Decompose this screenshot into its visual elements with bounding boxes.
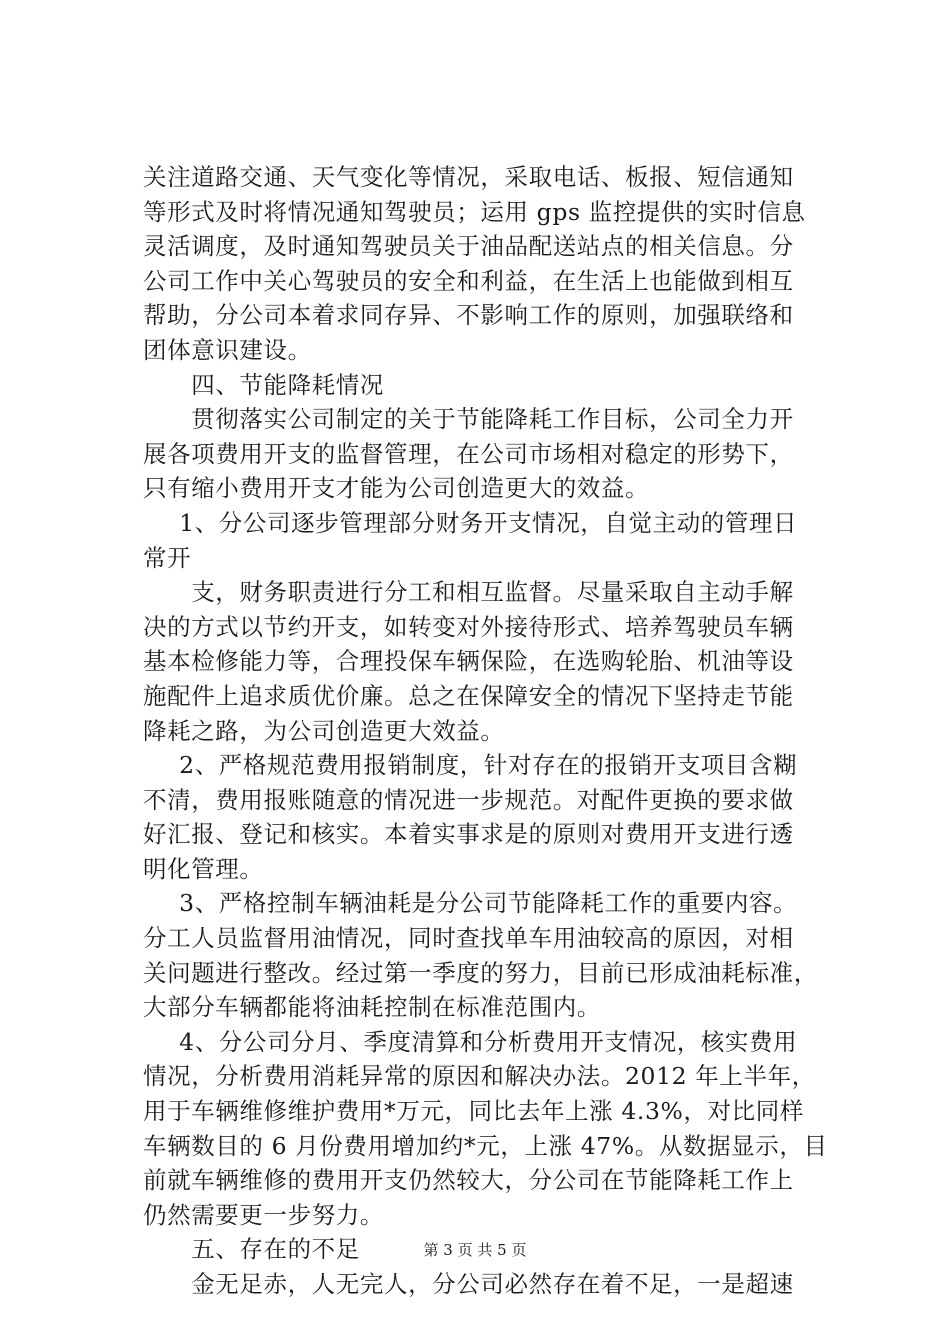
text-line: 关问题进行整改。经过第一季度的努力，目前已形成油耗标准， [143,958,818,987]
text-line: 车辆数目的 6 月份费用增加约*元，上涨 47%。从数据显示，目 [143,1131,828,1160]
text-line: 4、分公司分月、季度清算和分析费用开支情况，核实费用 [179,1027,798,1056]
text-line: 基本检修能力等，合理投保车辆保险，在选购轮胎、机油等设 [143,647,794,676]
page-footer: 第 3 页 共 5 页 [423,1241,527,1259]
text-line: 明化管理。 [143,854,264,883]
text-line: 前就车辆维修的费用开支仍然较大，分公司在节能降耗工作上 [143,1166,794,1195]
text-line: 团体意识建设。 [143,335,312,364]
text-line: 四、节能降耗情况 [191,370,384,399]
text-line: 关注道路交通、天气变化等情况，采取电话、板报、短信通知 [143,163,794,191]
text-line: 不清，费用报账随意的情况进一步规范。对配件更换的要求做 [143,785,794,814]
text-line: 2、严格规范费用报销制度，针对存在的报销开支项目含糊 [179,751,798,780]
text-line: 展各项费用开支的监督管理，在公司市场相对稳定的形势下， [143,439,794,468]
text-line: 好汇报、登记和核实。本着实事求是的原则对费用开支进行透 [143,820,794,849]
text-line: 施配件上追求质优价廉。总之在保障安全的情况下坚持走节能 [143,681,794,710]
text-line: 公司工作中关心驾驶员的安全和利益，在生活上也能做到相互 [143,266,794,295]
text-line: 3、严格控制车辆油耗是分公司节能降耗工作的重要内容。 [179,889,798,918]
text-line: 灵活调度，及时通知驾驶员关于油品配送站点的相关信息。分 [143,232,794,261]
text-line: 贯彻落实公司制定的关于节能降耗工作目标，公司全力开 [191,405,794,434]
text-line: 常开 [143,543,192,572]
text-line: 降耗之路，为公司创造更大效益。 [143,716,505,745]
text-line: 用于车辆维修维护费用*万元，同比去年上涨 4.3%，对比同样 [143,1097,804,1126]
text-line: 仍然需要更一步努力。 [143,1200,384,1229]
text-line: 情况，分析费用消耗异常的原因和解决办法。2012 年上半年， [143,1062,816,1091]
text-line: 大部分车辆都能将油耗控制在标准范围内。 [143,993,601,1022]
text-line: 只有缩小费用开支才能为公司创造更大的效益。 [143,474,650,503]
text-line: 1、分公司逐步管理部分财务开支情况，自觉主动的管理日 [179,508,798,537]
text-line: 分工人员监督用油情况，同时查找单车用油较高的原因，对相 [143,924,794,953]
text-line: 支，财务职责进行分工和相互监督。尽量采取自主动手解 [191,578,794,607]
text-line: 等形式及时将情况通知驾驶员；运用 gps 监控提供的实时信息 [143,197,806,226]
text-line: 五、存在的不足 [191,1235,360,1264]
document-body [143,160,843,1302]
text-line: 帮助，分公司本着求同存异、不影响工作的原则，加强联络和 [143,301,794,330]
text-line: 决的方式以节约开支，如转变对外接待形式、培养驾驶员车辆 [143,612,794,641]
text-line: 金无足赤，人无完人，分公司必然存在着不足，一是超速 [191,1270,794,1298]
